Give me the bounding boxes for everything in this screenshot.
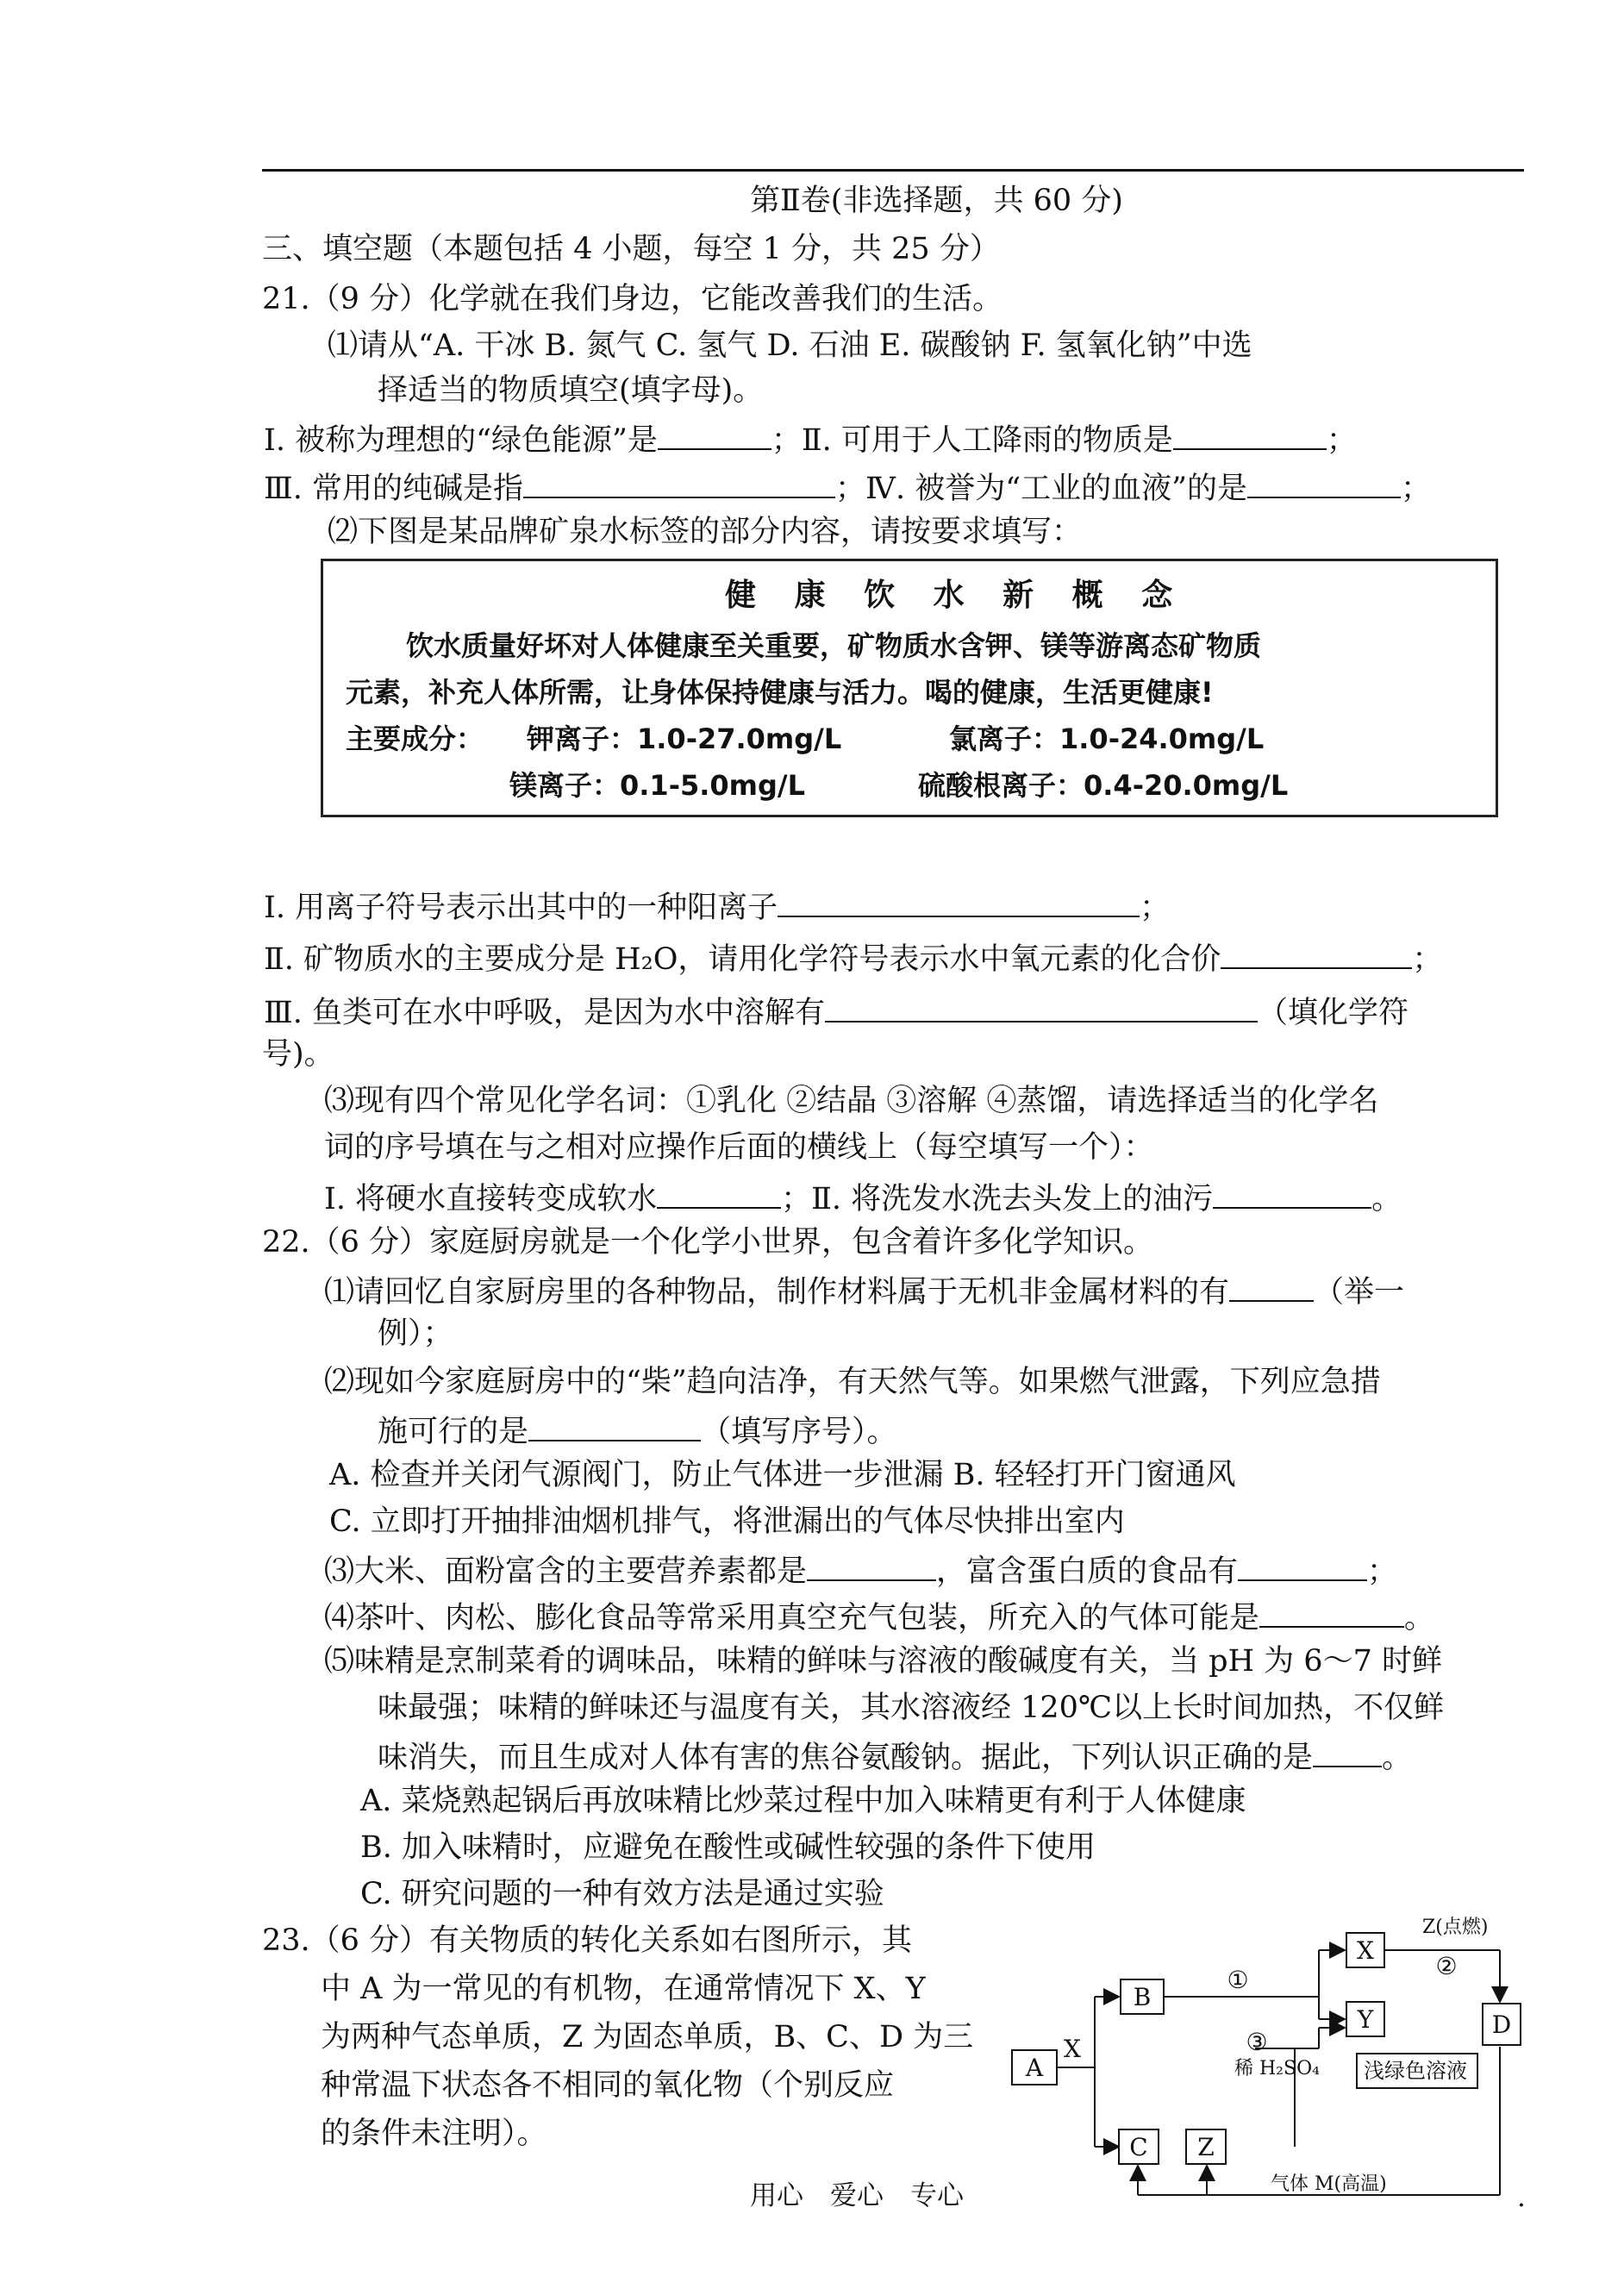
answer-blank[interactable] [1221,941,1412,969]
q22-p3: ⑶大米、面粉富含的主要营养素都是 ，富含蛋白质的食品有 ； [324,1554,1398,1589]
node-y-label: Y [1357,2005,1374,2034]
mineral-water-label [321,559,1498,817]
q21-p1-line2: 择适当的物质填空(填字母)。 [378,373,764,408]
q22-p5-option-c: C. 研究问题的一种有效方法是通过实验 [360,1877,884,1911]
q22-p5-line2: 味最强；味精的鲜味还与温度有关，其水溶液经 120℃以上长时间加热，不仅鲜 [378,1691,1445,1725]
label-potassium: 钾离子：1.0-27.0mg/L [527,722,842,755]
answer-blank[interactable] [825,995,1258,1022]
q23-line5: 的条件未注明）。 [321,2117,547,2151]
label-title: 健 康 饮 水 新 概 念 [725,578,1187,613]
dilute-acid-label: 稀 H₂SO₄ [1234,2058,1320,2079]
green-solution-label: 浅绿色溶液 [1364,2059,1467,2083]
label-sulfate: 硫酸根离子：0.4-20.0mg/L [918,769,1289,802]
q23-line1: 23.（6 分）有关物质的转化关系如右图所示，其 [262,1923,913,1958]
q21-item-3: Ⅲ. 常用的纯碱是指 ；Ⅳ. 被誉为“工业的血液”的是 ； [264,472,1432,506]
q22-option-c: C. 立即打开抽排油烟机排气，将泄漏出的气体尽快排出室内 [329,1504,1125,1539]
footer-dot: . [1517,2182,1526,2213]
node-x-label: X [1357,1936,1374,1965]
q22-p1-line2: 例）； [378,1316,453,1351]
label-magnesium: 镁离子：0.1-5.0mg/L [509,769,805,802]
q23-line3: 为两种气态单质，Z 为固态单质，B、C、D 为三 [321,2020,974,2054]
answer-blank[interactable] [778,890,1140,917]
answer-blank[interactable] [1259,1600,1404,1628]
q22-stem: 22.（6 分）家庭厨房就是一个化学小世界，包含着许多化学知识。 [262,1225,1154,1260]
q22-p4: ⑷茶叶、肉松、膨化食品等常采用真空充气包装，所充入的气体可能是 。 [324,1601,1435,1635]
node-b-label: B [1133,1983,1152,2011]
q21-p3-line1: ⑶现有四个常见化学名词：①乳化 ②结晶 ③溶解 ④蒸馏，请选择适当的化学名 [324,1084,1379,1118]
answer-blank[interactable] [1213,1181,1371,1209]
node-d-label: D [1491,2010,1512,2039]
q21-p1-line1: ⑴请从“A. 干冰 B. 氮气 C. 氢气 D. 石油 E. 碳酸钠 F. 氢氧化钠”中选 [328,328,1252,363]
part3-header: 三、填空题（本题包括 4 小题，每空 1 分，共 25 分） [262,232,1000,266]
label-line-2: 元素，补充人体所需，让身体保持健康与活力。喝的健康，生活更健康! [346,676,1214,709]
conversion-diagram [974,1905,1526,2207]
q22-p2-line1: ⑵现如今家庭厨房中的“柴”趋向洁净，有天然气等。如果燃气泄露，下列应急措 [324,1365,1381,1399]
q21-p3-items: Ⅰ. 将硬水直接转变成软水 ；Ⅱ. 将洗发水洗去头发上的油污 。 [324,1182,1402,1216]
answer-blank[interactable] [1238,1554,1367,1581]
q21-p2-iii: Ⅲ. 鱼类可在水中呼吸，是因为水中溶解有 （填化学符 [264,996,1409,1030]
q21-p2-i: Ⅰ. 用离子符号表示出其中的一种阳离子 ； [264,891,1171,925]
label-ingredients-label: 主要成分： [346,722,484,755]
step-1-label: ① [1227,1966,1249,1994]
q21-p2-ii: Ⅱ. 矿物质水的主要成分是 H₂O，请用化学符号表示水中氧元素的化合价 ； [264,942,1443,977]
section-title: 第Ⅱ卷(非选择题，共 60 分) [750,184,1123,218]
header-rule [262,169,1524,172]
gas-m-label: 气体 M(高温) [1271,2173,1387,2195]
z-ignite-label: Z(点燃) [1422,1917,1489,1938]
label-line-1: 饮水质量好坏对人体健康至关重要，矿物质水含钾、镁等游离态矿物质 [406,629,1262,662]
node-c-label: C [1129,2133,1148,2161]
q21-stem: 21.（9 分）化学就在我们身边，它能改善我们的生活。 [262,282,1003,316]
q22-option-a-b: A. 检查并关闭气源阀门，防止气体进一步泄漏 B. 轻轻打开门窗通风 [329,1458,1236,1492]
answer-blank[interactable] [528,1414,701,1441]
q21-p2-intro: ⑵下图是某品牌矿泉水标签的部分内容，请按要求填写： [328,515,1083,549]
step-3-label: ③ [1246,2028,1268,2056]
answer-blank[interactable] [657,1181,781,1209]
q22-p5-option-b: B. 加入味精时，应避免在酸性或碱性较强的条件下使用 [360,1830,1096,1865]
answer-blank[interactable] [658,422,771,450]
step-2-label: ② [1435,1952,1458,1980]
answer-blank[interactable] [807,1554,936,1581]
q22-p5-option-a: A. 菜烧熟起锅后再放味精比炒菜过程中加入味精更有利于人体健康 [360,1784,1246,1818]
footer-text: 用心 爱心 专心 [750,2180,964,2211]
answer-blank[interactable] [523,471,835,498]
q21-p2-iii-line2: 号)。 [262,1037,334,1072]
node-z-label: Z [1197,2133,1215,2161]
q23-line4: 种常温下状态各不相同的氧化物（个别反应 [321,2068,895,2103]
node-a-label: A [1025,2054,1044,2082]
label-chloride: 氯离子：1.0-24.0mg/L [949,722,1265,755]
q23-line2: 中 A 为一常见的有机物，在通常情况下 X、Y [321,1972,926,2006]
answer-blank[interactable] [1173,422,1327,450]
q21-item-1: Ⅰ. 被称为理想的“绿色能源”是 ；Ⅱ. 可用于人工降雨的物质是 ； [264,423,1357,458]
answer-blank[interactable] [1229,1274,1314,1302]
q22-p2-line2: 施可行的是 （填写序号）。 [378,1415,897,1449]
answer-blank[interactable] [1313,1740,1382,1767]
q22-p1-line1: ⑴请回忆自家厨房里的各种物品，制作材料属于无机非金属材料的有 （举一 [324,1275,1405,1310]
q21-p3-line2: 词的序号填在与之相对应操作后面的横线上（每空填写一个）： [324,1130,1154,1165]
q22-p5-line3: 味消失，而且生成对人体有害的焦谷氨酸钠。据此，下列认识正确的是 。 [378,1741,1413,1775]
q22-p5-line1: ⑸味精是烹制菜肴的调味品，味精的鲜味与溶液的酸碱度有关，当 pH 为 6～7 时鲜 [324,1644,1442,1679]
answer-blank[interactable] [1247,471,1401,498]
edge-x-label: X [1064,2035,1081,2063]
